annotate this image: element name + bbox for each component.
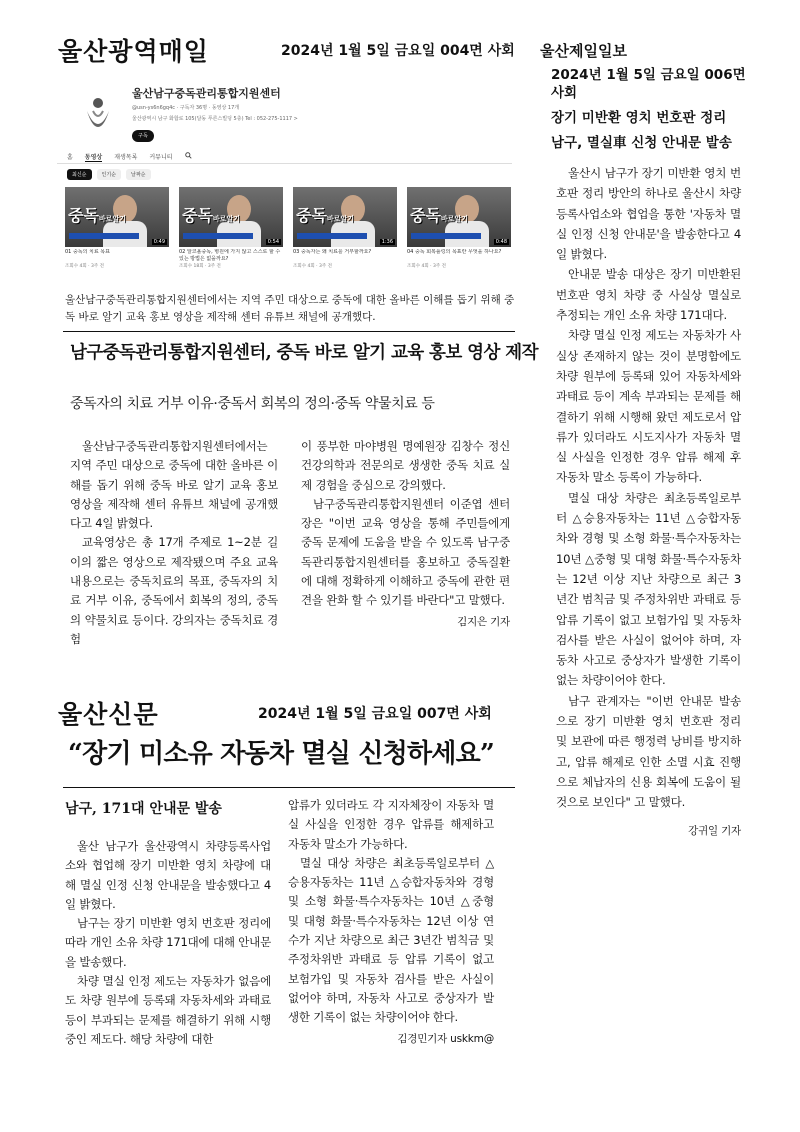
byline-clip1: 김지은 기자 xyxy=(457,615,510,628)
dateline-clip1: 2024년 1월 5일 금요일 004면 사회 xyxy=(281,43,515,59)
chip-date[interactable]: 날짜순 xyxy=(126,169,151,180)
headline-clip1: 남구중독관리통합지원센터, 중독 바로 알기 교육 홍보 영상 제작 xyxy=(70,343,538,363)
divider-line xyxy=(63,331,515,332)
video-title[interactable]: 04 중독 회복플링의 목표란 무엇을 하나요? xyxy=(407,249,502,255)
video-title[interactable]: 03 중독자는 왜 치료를 거부할까요? xyxy=(293,249,372,255)
video-duration: 1:36 xyxy=(381,239,393,245)
byline-clip3: 강귀일 기자 xyxy=(688,824,741,837)
center-logo-icon xyxy=(84,97,112,133)
video-card[interactable] xyxy=(407,187,511,269)
video-card[interactable] xyxy=(293,187,397,269)
video-card[interactable] xyxy=(179,187,283,269)
article-column-1 xyxy=(70,437,278,649)
paragraph: 멸실 대상 차량은 최초등록일로부터 △승용자동차는 11년 △승합자동차와 경형 및 소형 화물·특수자동차는 10년 △중형 및 대형 화물·특수자동차는 12년 이상 연수가 지난 차량으로 최근 3년간 범칙금 및 주정차위반 과태료 등 압류 기록이 없고 보험가입 및 자동차 검사를 받은 사실이 없어야 하며, 자동차 사고로 중상자가 발생한 기록이 없는 차량이어야 한다. xyxy=(288,855,494,1025)
video-views: 조회수 4회 · 3주 전 xyxy=(293,264,332,269)
paragraph: 울산 남구가 울산광역시 차량등록사업소와 협업해 장기 미반환 영치 차량에 대해 멸실 인정 신청 안내문을 발송했다고 4일 밝혔다. xyxy=(65,839,271,911)
paragraph: 남구는 장기 미반환 영치 번호판 정리에 따라 개인 소유 차량 171대에 대해 안내문을 발송했다. xyxy=(65,916,271,969)
channel-name: 울산남구중독관리통합지원센터 xyxy=(132,87,281,100)
video-duration: 0:54 xyxy=(267,239,279,245)
video-views: 조회수 18회 · 3주 전 xyxy=(179,264,221,269)
byline-clip2: 김경민기자 uskkm@ xyxy=(397,1032,494,1045)
paragraph: 차량 멸실 인정 제도는 자동차가 없음에도 차량 원부에 등록돼 자동차세와 과태료 등이 부과되는 문제를 해결하기 위해 시행중인 제도다. 해당 차량에 대한 xyxy=(65,974,271,1046)
video-thumbnail[interactable] xyxy=(179,187,283,247)
thumbnail-title-word: 중독 xyxy=(68,206,99,225)
paragraph: 교육영상은 총 17개 주제로 1~2분 길이의 짧은 영상으로 제작됐으며 주요 교육 내용으로는 중독치료의 목표, 중독자의 치료 거부 이유, 중독에서 회복의 정의, 중독의 약물치료 등이다. 강의자는 중독치료 경험 xyxy=(70,535,278,646)
masthead-ulsan-sinmun: 울산신문 xyxy=(58,700,159,729)
thumbnail-title-word: 중독 xyxy=(296,206,327,225)
article-column-4 xyxy=(288,796,494,1049)
paragraph: 압류가 있더라도 각 지자체장이 자동차 멸실 사실을 인정한 경우 압류를 해제하고 자동차 말소가 가능하다. xyxy=(288,798,494,851)
divider-line xyxy=(63,787,515,788)
video-duration: 0:48 xyxy=(495,239,507,245)
video-views: 조회수 4회 · 3주 전 xyxy=(407,264,446,269)
paragraph: 멸실 대상 차량은 최초등록일로부터 △승용자동차는 11년 △승합자동차와 경형 및 소형 화물·특수자동차는 10년 △중형 및 대형 화물·특수자동차는 12년 이상 지난 차량으로 최근 3년간 범칙금 및 주정차위반 과태료 등 압류 기록이 없고 보험가입 및 자동차 검사를 받은 사실이 없어야 하며, 자동차 사고로 중상자가 발생한 기록이 없는 차량이어야 한다. xyxy=(556,490,741,688)
dateline-clip3: 2024년 1월 5일 금요일 006면 사회 xyxy=(551,67,746,101)
chip-latest[interactable]: 최신순 xyxy=(67,169,92,180)
video-views: 조회수 4회 · 3주 전 xyxy=(65,264,104,269)
channel-handle: @usn-ys6n6gq4c · 구독자 36명 · 동영상 17개 xyxy=(132,105,240,111)
article-column-5 xyxy=(556,163,741,841)
thumbnail-caption-bar xyxy=(411,233,481,239)
paragraph: 이 풍부한 마야병원 명예원장 김창수 정신건강의학과 전문의로 생생한 중독 치료 실제 경험을 중심으로 강의했다. xyxy=(301,439,510,492)
video-thumbnail[interactable] xyxy=(407,187,511,247)
sort-chips xyxy=(67,169,151,180)
thumbnail-title-suffix: 바로알기 xyxy=(98,215,126,223)
paragraph: 남구중독관리통합지원센터 이준엽 센터장은 "이번 교육 영상을 통해 주민들에게 중독 문제에 도움을 받을 수 있도록 남구중독관리통합지원센터를 홍보하고 중독질환에 대해 정확하게 이해하고 중독에 관한 편견을 완화 할 수 있기를 바란다"고 말했다. xyxy=(301,496,510,608)
thumbnail-title-suffix: 바로알기 xyxy=(326,215,354,223)
subheadline-clip2: 남구, 171대 안내문 발송 xyxy=(65,801,222,817)
thumbnail-caption-bar xyxy=(183,233,253,239)
paragraph: 차량 멸실 인정 제도는 자동차가 사실상 존재하지 않는 것이 분명함에도 차량 원부에 등록돼 있어 자동차세와 과태료 등이 계속 부과되는 문제를 해결하기 위해 시행해 왔던 제도로서 압류가 있더라도 시도지사가 자동차 멸실 사실을 인정한 경우 압류 해제 후 자동차 말소 등록이 가능하다. xyxy=(556,328,741,485)
headline-clip3-line2: 남구, 멸실車 신청 안내문 발송 xyxy=(551,135,732,151)
paragraph: 안내문 발송 대상은 장기 미반환된 번호판 영치 차량 중 사실상 멸실로 추정되는 개인 소유 차량 171대다. xyxy=(556,267,741,323)
article-column-3 xyxy=(65,837,271,1049)
chip-popular[interactable]: 인기순 xyxy=(97,169,122,180)
tabs-divider xyxy=(57,163,512,164)
photo-caption: 울산남구중독관리통합지원센터에서는 지역 주민 대상으로 중독에 대한 올바른 이해를 돕기 위해 중독 바로 알기 교육 홍보 영상을 제작해 센터 유튜브 채널에 공개했다. xyxy=(65,294,515,323)
tab-community[interactable]: 커뮤니티 xyxy=(149,154,173,161)
tab-playlists[interactable]: 재생목록 xyxy=(114,154,138,161)
paragraph: 남구 관계자는 "이번 안내문 발송으로 장기 미반환 영치 번호판 정리 및 보관에 따른 행정력 낭비를 방지하고, 압류 해제로 인한 소멸 시효 진행으로 체납자의 신용 회복에 도움이 될 것으로 보인다" 고 말했다. xyxy=(556,693,741,810)
video-title[interactable]: 02 알코올중독, 병원에 가지 않고 스스로 할 수 있는 방법은 없을까요? xyxy=(179,249,281,262)
masthead-ulsan-gwangyeok-maeil: 울산광역매일 xyxy=(58,37,209,66)
subscribe-button[interactable]: 구독 xyxy=(132,130,154,142)
paragraph: 울산남구중독관리통합지원센터에서는 지역 주민 대상으로 중독에 대한 올바른 이해를 돕기 위해 중독 바로 알기 교육 홍보 영상을 제작해 센터 유튜브 채널에 공개했다고 4일 밝혔다. xyxy=(70,439,278,531)
channel-address: 울산광역시 남구 화합로 105(달동 푸른스빌딩 5층) Tel : 052-275-1117 > xyxy=(132,116,298,122)
article-column-2 xyxy=(301,437,510,632)
tab-home[interactable]: 홈 xyxy=(67,154,73,161)
search-icon[interactable] xyxy=(185,152,192,159)
tab-videos[interactable]: 동영상 xyxy=(84,154,103,161)
channel-tabs xyxy=(67,152,192,162)
thumbnail-title-suffix: 바로알기 xyxy=(440,215,468,223)
thumbnail-title-suffix: 바로알기 xyxy=(212,215,240,223)
headline-clip3-line1: 장기 미반환 영치 번호판 정리 xyxy=(551,110,727,126)
subheadline-clip1: 중독자의 치료 거부 이유·중독서 회복의 정의·중독 약물치료 등 xyxy=(70,396,435,412)
video-duration: 0:49 xyxy=(153,239,165,245)
headline-clip2: “장기 미소유 자동차 멸실 신청하세요” xyxy=(68,739,495,769)
thumbnail-title-word: 중독 xyxy=(410,206,441,225)
thumbnail-title-word: 중독 xyxy=(182,206,213,225)
video-title[interactable]: 01 중독의 치료 목표 xyxy=(65,249,110,255)
video-thumbnail[interactable] xyxy=(65,187,169,247)
video-card[interactable] xyxy=(65,187,169,269)
video-grid xyxy=(65,187,510,282)
thumbnail-caption-bar xyxy=(69,233,139,239)
paragraph: 울산시 남구가 장기 미반환 영치 번호판 정리 방안의 하나로 울산시 차량등록사업소와 협업을 통한 '자동차 멸실 인정 신청 안내문'을 발송한다고 4일 밝혔다. xyxy=(556,166,741,262)
masthead-ulsan-jeil-ilbo: 울산제일일보 xyxy=(540,42,627,60)
thumbnail-caption-bar xyxy=(297,233,367,239)
dateline-clip2: 2024년 1월 5일 금요일 007면 사회 xyxy=(258,706,492,722)
youtube-channel-screenshot xyxy=(57,70,512,285)
video-thumbnail[interactable] xyxy=(293,187,397,247)
